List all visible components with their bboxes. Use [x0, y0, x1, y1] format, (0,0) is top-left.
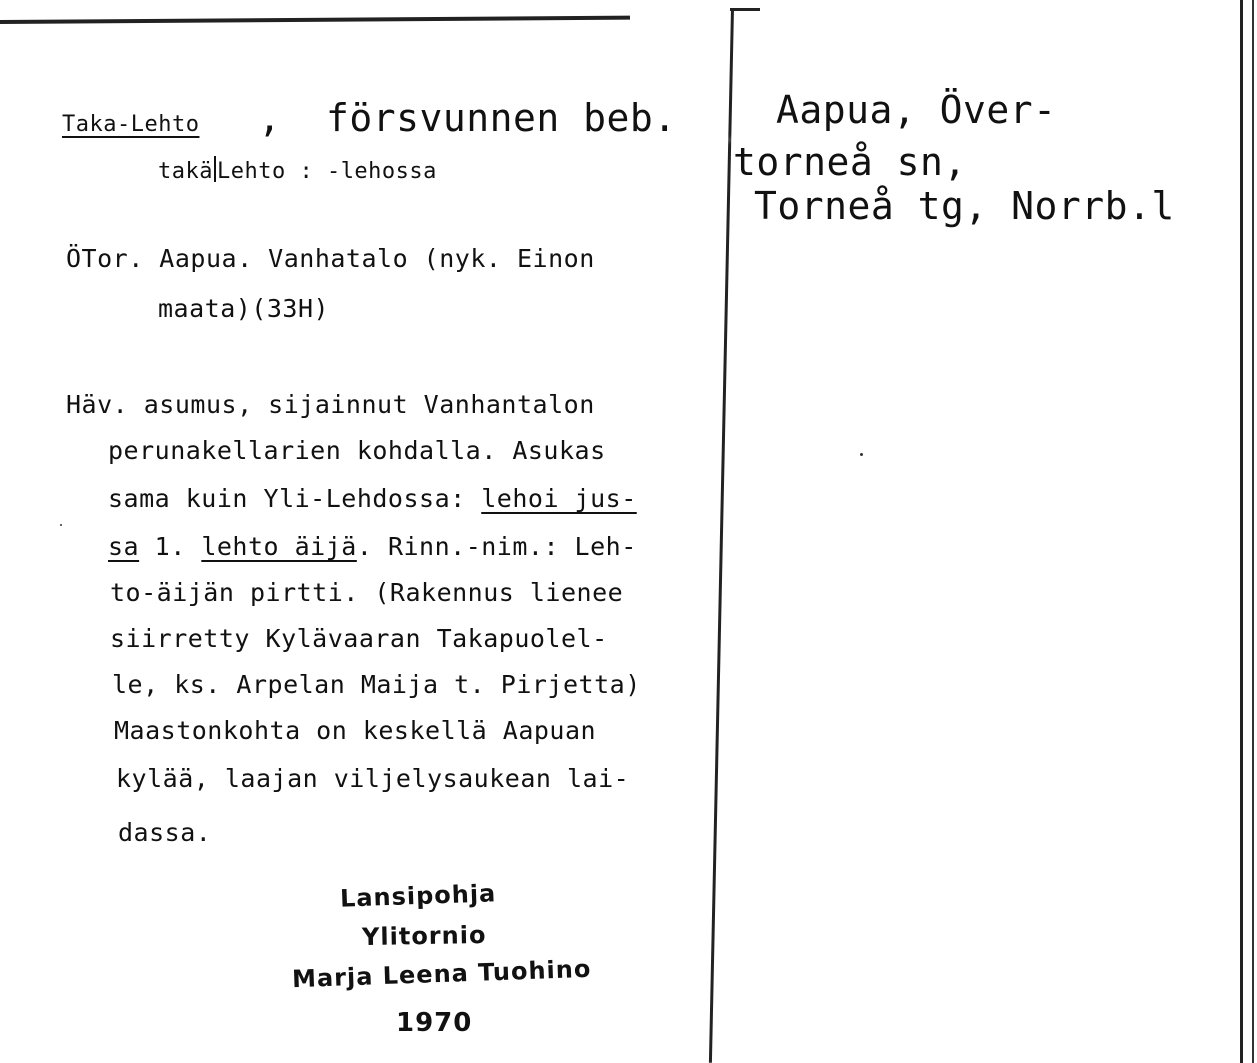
description-line: kylää, laajan viljelysaukean lai-: [116, 764, 630, 793]
signature-parish: Ylitornio: [361, 920, 487, 952]
column-divider: [709, 8, 734, 1063]
location-line-3: Torneå tg, Norrb.l: [754, 184, 1175, 228]
card-right-edge: [1240, 0, 1243, 1063]
source-line-2: maata)(33H): [158, 294, 330, 323]
description-line: le, ks. Arpelan Maija t. Pirjetta): [112, 670, 641, 699]
description-line: siirretty Kylävaaran Takapuolel-: [110, 624, 608, 653]
location-line-2: torneå sn,: [733, 140, 967, 184]
ink-speck: [860, 453, 863, 456]
description-text: 1.: [154, 532, 202, 561]
location-line-1: Aapua, Över-: [776, 88, 1057, 132]
cursor-mark: [214, 156, 216, 182]
card-right-edge-thin: [1252, 0, 1254, 1063]
description-line: Häv. asumus, sijainnut Vanhantalon: [66, 390, 595, 419]
ink-speck: [60, 524, 62, 526]
description-text: . Rinn.-nim.: Leh-: [356, 532, 637, 561]
forms-rest: Lehto : -lehossa: [216, 159, 437, 184]
classification: försvunnen beb.: [326, 96, 677, 140]
description-line: perunakellarien kohdalla. Asukas: [108, 436, 606, 465]
top-rule: [0, 16, 630, 24]
description-line: Maastonkohta on keskellä Aapuan: [114, 716, 597, 745]
forms-prefix: takä: [158, 159, 213, 184]
top-rule-right: [730, 8, 760, 11]
forms-line: [158, 156, 437, 184]
signature-collector: Marja Leena Tuohino: [291, 954, 592, 994]
underlined-form: sa: [108, 532, 140, 561]
underlined-form: lehoi jus-: [481, 484, 637, 513]
headword: Taka-Lehto: [62, 112, 200, 137]
description-line: to-äijän pirtti. (Rakennus lienee: [110, 578, 624, 607]
signature-region: Lansipohja: [339, 879, 497, 913]
header-separator: ,: [258, 96, 282, 140]
description-line: [108, 484, 637, 513]
signature-year: 1970: [396, 1008, 473, 1038]
description-line: [108, 532, 637, 561]
underlined-form: lehto äijä: [201, 532, 357, 561]
source-line-1: ÖTor. Aapua. Vanhatalo (nyk. Einon: [66, 244, 595, 273]
description-text: sama kuin Yli-Lehdossa:: [108, 484, 482, 513]
description-line: dassa.: [118, 818, 212, 847]
